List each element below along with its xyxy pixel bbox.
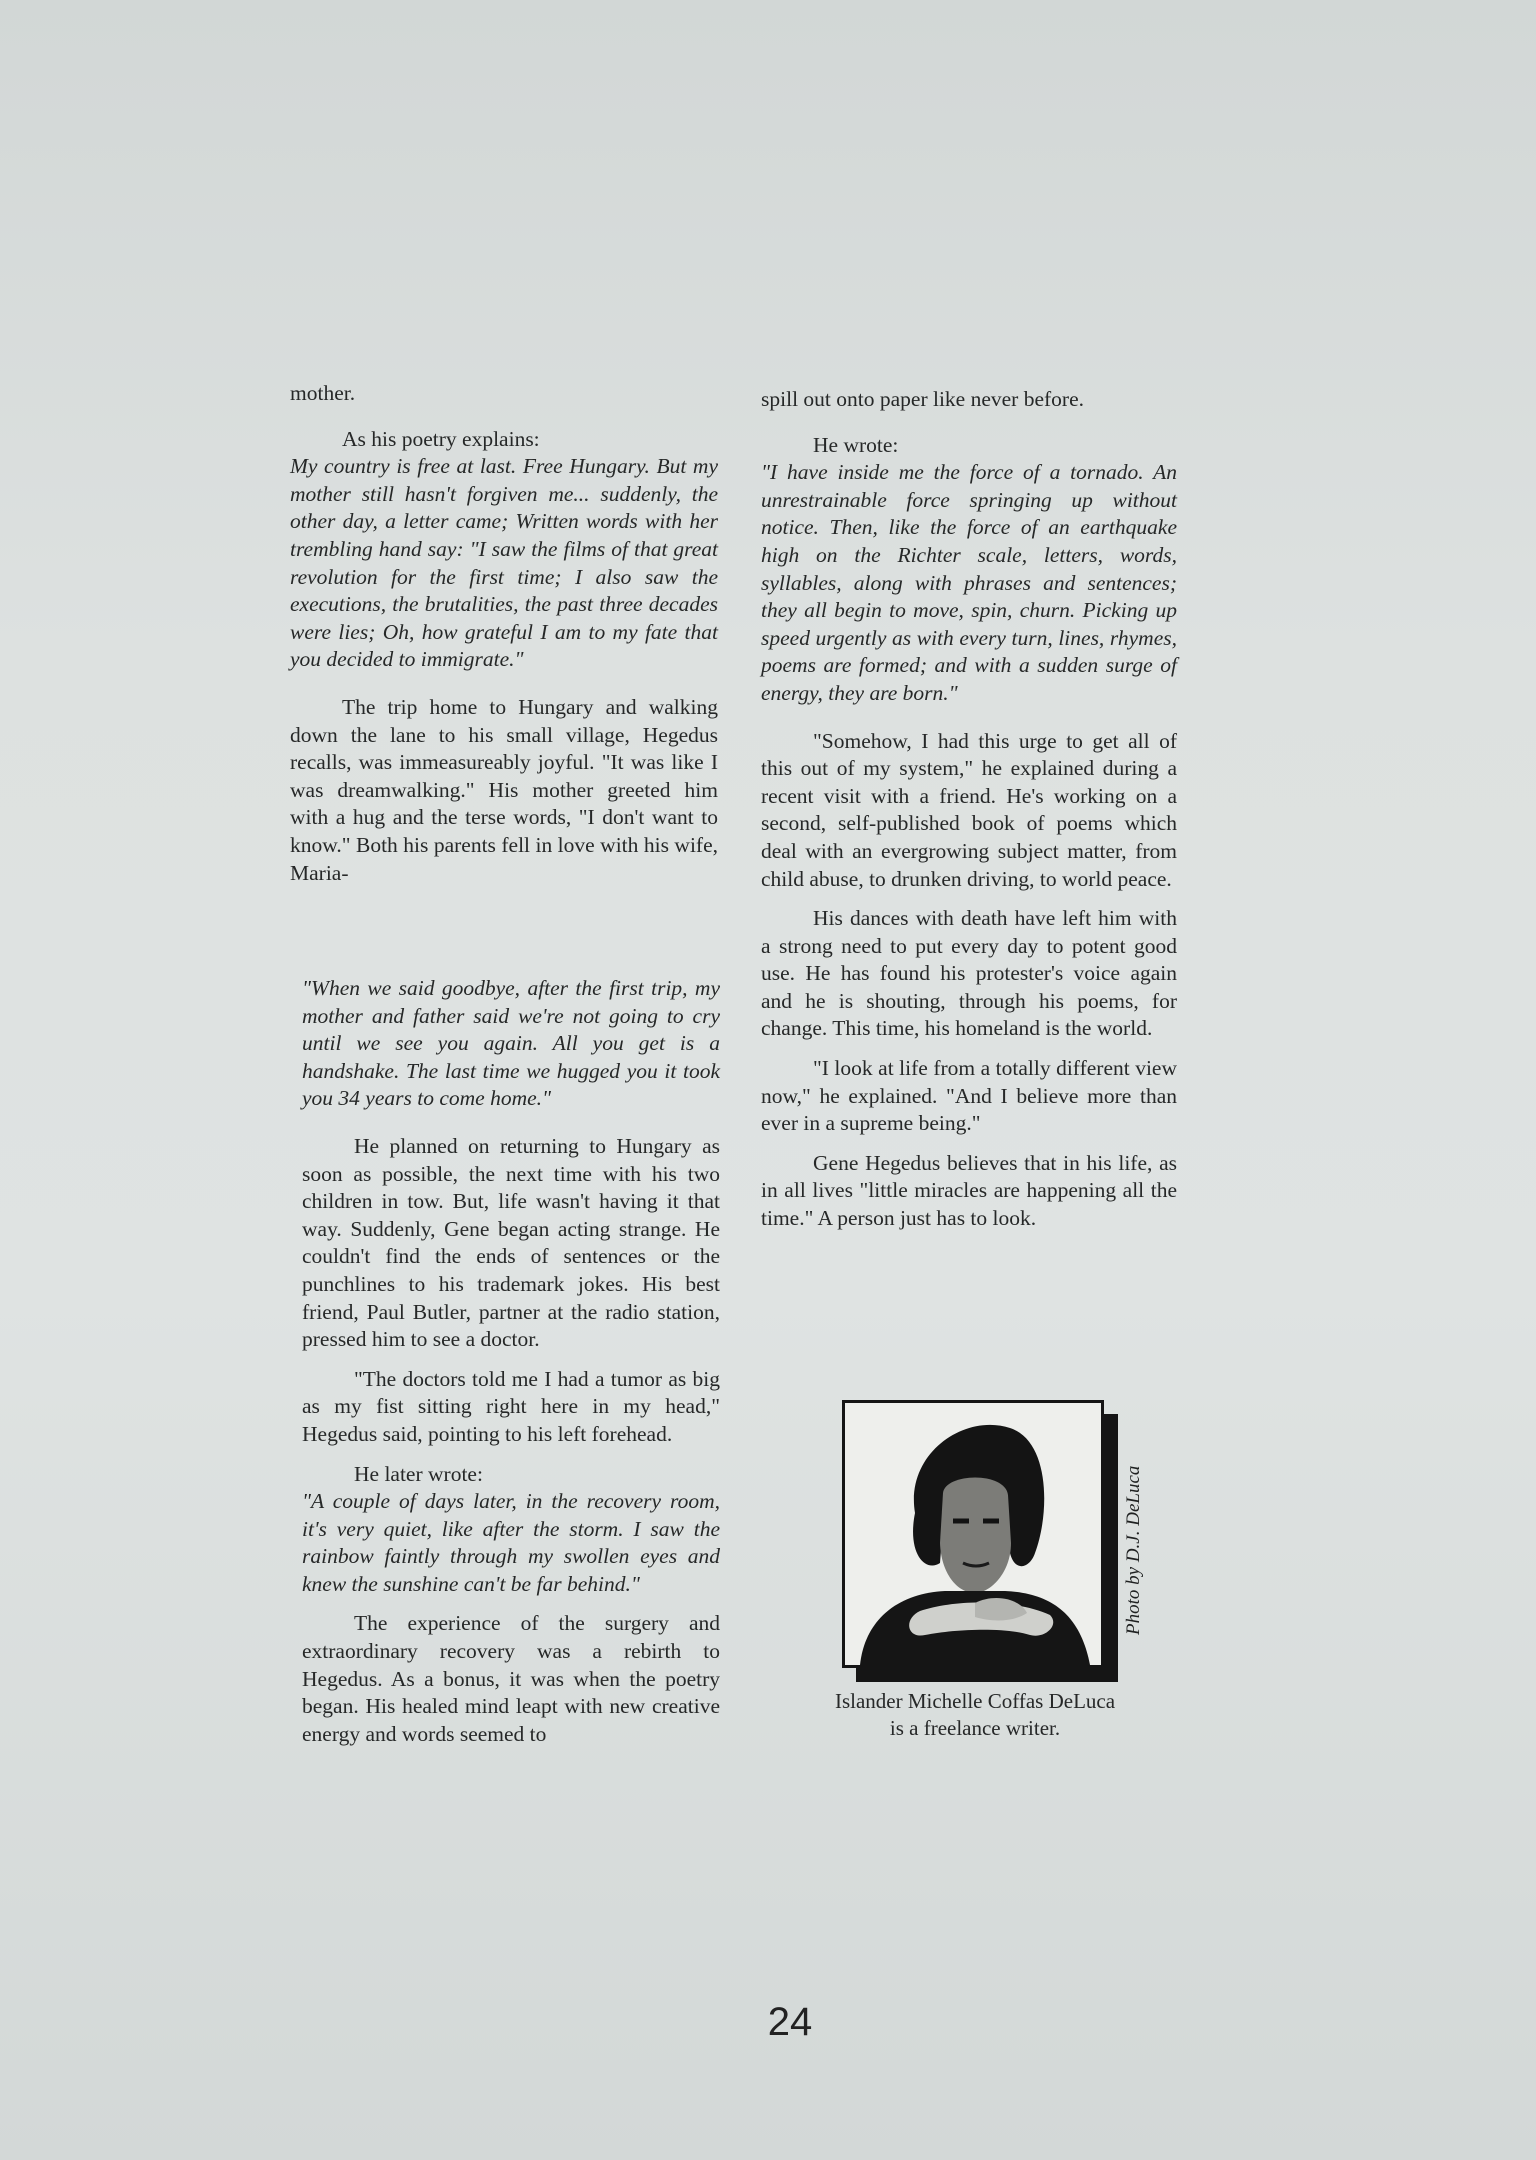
paragraph-tumor: "The doctors told me I had a tumor as big as my fist sitting right here in my head," Hegedus said, pointing to his left forehead. <box>302 1366 720 1446</box>
left-column-upper <box>290 380 718 899</box>
left-column-lower <box>302 975 720 1760</box>
poem-free-hungary: My country is free at last. Free Hungary. But my mother still hasn't forgiven me... suddenly, the other day, a letter came; Written words with her trembling hand say: "I saw the films of that great revolution for the first time; I also saw the executions, the brutalities, the past three decades were lies; Oh, how grateful I am to my fate that you decided to immigrate." <box>290 454 718 672</box>
poem-intro-wrote: He wrote: <box>813 432 899 457</box>
caption-line-2: is a freelance writer. <box>889 1716 1061 1740</box>
paragraph-miracles: Gene Hegedus believes that in his life, as in all lives "little miracles are happening all the time." A person just has to look. <box>761 1150 1177 1231</box>
paragraph-rebirth: The experience of the surgery and extraordinary recovery was a rebirth to Hegedus. As a bonus, it was when the poetry began. His healed mind leapt with new creative energy and words seemed to <box>302 1611 720 1746</box>
portrait-image <box>845 1403 1101 1665</box>
paragraph-urge: "Somehow, I had this urge to get all of this out of my system," he explained during a recent visit with a friend. He's working on a second, self-published book of poems which deal with an evergrowing subject matter, from child abuse, to drunken driving, to world peace. <box>761 728 1177 891</box>
paragraph-returning: He planned on returning to Hungary as soon as possible, the next time with his two children in tow. But, life wasn't having it that way. Suddenly, Gene began acting strange. He couldn't find the ends of sentences or the punchlines to his trademark jokes. His best friend, Paul Butler, partner at the radio station, pressed him to see a doctor. <box>302 1133 720 1352</box>
photo-frame <box>842 1400 1104 1668</box>
poem-intro: As his poetry explains: <box>342 426 540 451</box>
poem-tornado: "I have inside me the force of a tornado. An unrestrainable force springing up without notice. Then, like the force of an earthquake high on the Richter scale, letters, words, syllables, along with phrases and sentences; they all begin to move, spin, churn. Picking up speed urgently as with every turn, lines, rhymes, poems are formed; and with a sudden surge of energy, they are born." <box>761 460 1177 705</box>
photo-credit: Photo by D.J. DeLuca <box>1123 1465 1144 1635</box>
page-number: 24 <box>767 2000 813 2044</box>
continued-text-right: spill out onto paper like never before. <box>761 387 1084 411</box>
continued-text: mother. <box>290 381 356 405</box>
photo-caption <box>790 1688 1160 1742</box>
paragraph-trip-home: The trip home to Hungary and walking down the lane to his small village, Hegedus recalls, was immeasureably joyful. "It was like I was dreamwalking." His mother greeted him with a hug and the terse words, "I don't want to know." Both his parents fell in love with his wife, Maria- <box>290 694 718 885</box>
poem-goodbye: "When we said goodbye, after the first trip, my mother and father said we're not going to cry until we see you again. All you get is a handshake. The last time we hugged you it took you 34 years to come home." <box>302 976 720 1111</box>
paragraph-life-view: "I look at life from a totally different view now," he explained. "And I believe more than ever in a supreme being." <box>761 1056 1177 1136</box>
poem-intro-later: He later wrote: <box>354 1461 483 1486</box>
paragraph-dances: His dances with death have left him with a strong need to put every day to potent good use. He has found his protester's voice again and he is shouting, through his poems, for change. This time, his homeland is the world. <box>761 906 1177 1041</box>
right-column <box>761 386 1177 1245</box>
author-photo <box>842 1400 1115 1678</box>
poem-recovery: "A couple of days later, in the recovery room, it's very quiet, like after the storm. I saw the rainbow faintly through my swollen eyes and knew the sunshine can't be far behind." <box>302 1489 720 1596</box>
caption-line-1: Islander Michelle Coffas DeLuca <box>834 1689 1116 1713</box>
